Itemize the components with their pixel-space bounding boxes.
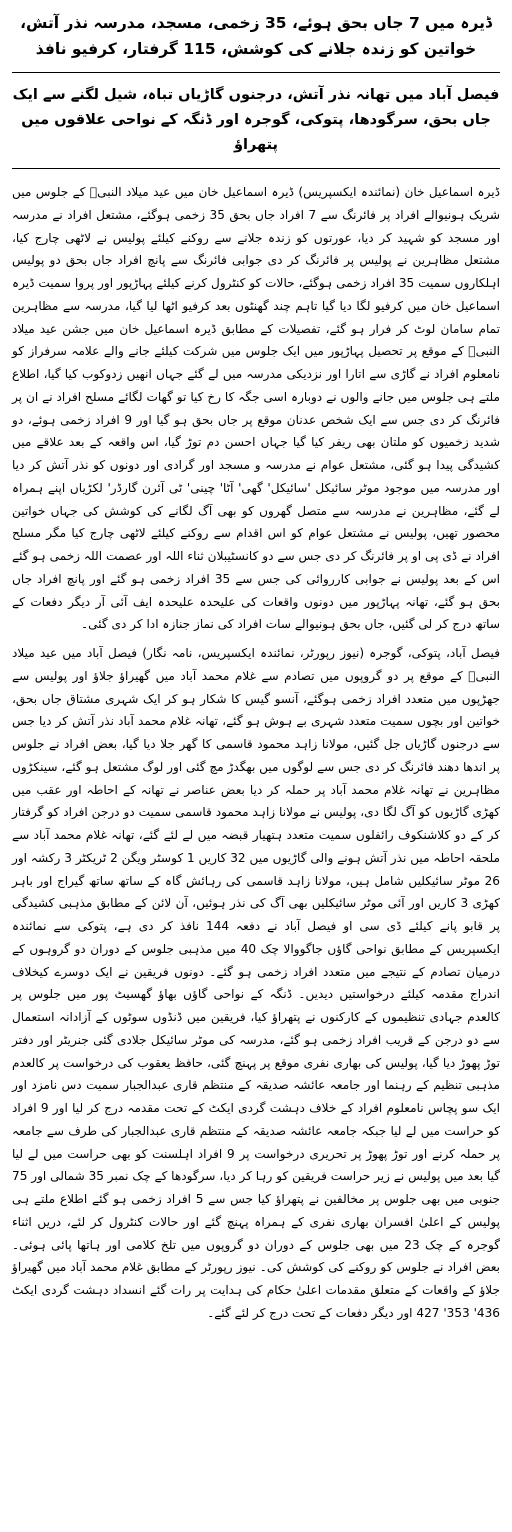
headline-divider-top xyxy=(12,72,500,73)
article-paragraph-dera-ismail-khan: ڈیرہ اسماعیل خان (نمائندہ ایکسپریس) ڈیرہ اسماعیل خان میں عید میلاد النبیؐ کے جلوس میں شریک ہونیوالے افراد پر فائرنگ سے 7 افراد جاں بحق 35 زخمی ہوگئے، مشتعل افراد نے مدرسہ اور مسجد کو شہید کر دیا، عورتوں کو زندہ جلانے سے روکنے کیلئے پولیس نے لاٹھی چارج کیا، مشتعل مظاہرین نے پولیس پر فائرنگ کر دی جوابی فائرنگ سے پانچ افراد جاں بحق دو پولیس اہلکاروں سمیت 35 افراد زخمی ہوگئے، حالات کو کنٹرول کرنے کیلئے پہاڑپور اور پروا سمیت ڈیرہ اسماعیل خان میں کرفیو لگا دیا گیا تاہم چند گھنٹوں بعد کرفیو اٹھا لیا گیا، مدرسہ سے مظاہرین تمام سامان لوٹ کر فرار ہو گئے، تفصیلات کے مطابق ڈیرہ اسماعیل خان میں جشن عید میلاد النبیؐ کے موقع پر تحصیل پہاڑپور میں ایک جلوس میں شرکت کیلئے جانے والے علامہ سرفراز کو نامعلوم افراد نے گاڑی سے اتارا اور نزدیکی مدرسہ میں لے گئے جہاں انھیں زدوکوب کیا گیا، اطلاع ملتے ہی جلوس میں جانے والوں نے دوبارہ اسی جگہ کا رخ کیا تو گھات لگائے مسلح افراد نے ان پر فائرنگ کر دی جس سے ایک شخص عدنان موقع پر جاں بحق ہو گیا اور 9 افراد زخمی ہوئے، دو شدید زخمیوں کو ملتان بھی ریفر کیا گیا جہاں احسن دم توڑ گیا، اس واقعہ کے بعد علاقے میں کشیدگی پیدا ہو گئی، مشتعل عوام نے مدرسہ و مسجد اور گرادی اور دونوں کو نذر آتش کر دیا اور مدرسہ میں موجود موٹر سائیکل 'سائیکل' گھی' آٹا' چینی' ٹی آئرن گارڈر' لکڑیاں اپنے ہمراہ لے گئے، مظاہرین نے مدرسہ سے متصل گھروں کو بھی آگ لگانے کی کوشش کی جہاں خواتین محصور تھیں، پولیس نے مشتعل عوام کو اس اقدام سے روکنے کیلئے لاٹھی چارج کیا مگر مسلح افراد نے ڈی پی او پر فائرنگ کر دی جس سے دو کانسٹیبلان ثناء اللہ اور عصمت اللہ زخمی ہو گئے اس کے بعد پولیس نے جوابی کارروائی کی جس سے 35 افراد زخمی ہو گئے اور پانچ افراد جاں بحق ہو گئے، تھانہ پہاڑپور میں دونوں واقعات کی علیحدہ علیحدہ ایف آئی آر دیگر دفعات کے ساتھ درج کر لی گئیں، جاں بحق ہونیوالے سات افراد کی نماز جنازہ ادا کر دی گئی۔ xyxy=(12,185,501,632)
article-paragraph-faisalabad: فیصل آباد، پتوکی، گوجرہ (نیوز رپورٹر، نمائندہ ایکسپریس، نامہ نگار) فیصل آباد میں عید میلاد النبیؐ کے موقع پر دو گروپوں میں تصادم سے غلام محمد آباد میں گھیراؤ جلاؤ اور پولیس سے جھڑپوں میں متعدد افراد زخمی ہوگئے، آنسو گیس کا شکار ہو کر ایک شہری مشتاق جاں بحق، خواتین اور بچوں سمیت متعدد شہری بے ہوش ہو گئے، تھانہ غلام محمد آباد نذر آتش کر دیا جس سے درجنوں گاڑیاں جل گئیں، مولانا زاہد محمود قاسمی کا گھر جلا دیا گیا، بعض افراد نے جلوس پر اندھا دھند فائرنگ کر دی جس سے لوگوں میں بھگدڑ مچ گئی اور لوگ مشتعل ہو گئے، سینکڑوں مظاہرین نے تھانہ غلام محمد آباد پر حملہ کر دیا بعض عناصر نے تھانہ کے احاطہ اور عقب میں کھڑی گاڑیوں کو آگ لگا دی، پولیس نے مولانا زاہد محمود قاسمی سمیت دو درجن افراد کو گرفتار کر کے دو کلاشنکوف رائفلوں سمیت متعدد ہتھیار قبضہ میں لے لئے گئے، تھانہ غلام محمد آباد سے ملحقہ احاطہ میں نذر آتش ہونے والی گاڑیوں میں 32 کاریں 1 کوسٹر ویگن 2 ٹریکٹر 3 رکشہ اور 26 موٹر سائیکلیں شامل ہیں، مولانا زاہد قاسمی کی رہائش گاہ کے ساتھ ساتھ گیراج اور باہر کھڑی 3 کاریں اور آئی موٹر سائیکلیں بھی آگ کی نذر ہوئیں، آن لائن کے مطابق مذہبی کشیدگی پر قابو پانے کیلئے ڈی سی او فیصل آباد نے دفعہ 144 نافذ کر دی ہے، پتوکی سے نمائندہ ایکسپریس کے مطابق نواحی گاؤں جاگووالا چک 40 میں مذہبی جلوس کے دوران دو گروہوں کے درمیان تصادم کے نتیجے میں متعدد افراد زخمی ہو گئے۔ دونوں فریقین نے ایک دوسرے کیخلاف اندراج مقدمہ کیلئے درخواستیں دیدیں۔ ڈنگہ کے نواحی گاؤں بھاؤ گھسیٹ پور میں جلوس پر کالعدم جہادی تنظیموں کے کارکنوں نے پتھراؤ کیا، فریقین میں ڈنڈوں سوٹوں کے آزادانہ استعمال سے دو درجن کے قریب افراد زخمی ہو گئے، مدرسہ کی موٹر سائیکل جلادی گئی جنریٹر اور دفتر توڑ پھوڑ دیا گیا، پولیس کی بھاری نفری موقع پر پہنچ گئی، حافظ یعقوب کی درخواست پر کالعدم مذہبی تنظیم کے رہنما اور جامعہ عائشہ صدیقہ کے منتظم قاری عبدالجبار سمیت دس نامزد اور ایک سو پچاس نامعلوم افراد کے خلاف دہشت گردی ایکٹ کے تحت مقدمہ درج کر لیا اور 9 افراد کو حراست میں لے لیا جبکہ جامعہ عائشہ صدیقہ کے منتظم قاری عبدالجبار کی طرف سے جامعہ پر حملہ کرنے اور توڑ پھوڑ پر تحریری درخواست پر 9 افراد اہلسنت کو بھی حراست میں لے لیا گیا بعد میں پولیس نے زیر حراست فریقین کو رہا کر دیا، سرگودھا کے چک نمبر 35 شمالی اور 75 جنوبی میں بھی جلوس پر مخالفین نے پتھراؤ کیا جس سے 5 افراد زخمی ہو گئے اطلاع ملتے ہی پولیس کے اعلیٰ افسران بھاری نفری کے ہمراہ پہنچ گئے اور حالات کنٹرول کر لئے، دریں اثناء گوجرہ کے چک 23 میں بھی جلوس کے دوران دو گروپوں میں تلخ کلامی اور ہاتھا پائی ہوئی۔ بعض افراد نے جلوس کو روکنے کی کوشش کی۔ نیوز رپورٹر کے مطابق غلام محمد آباد میں گھیراؤ جلاؤ کے واقعات کے متعلق مقدمات اعلیٰ حکام کی ہدایت پر رات گئے انسداد دہشت گردی ایکٹ 436' 353' 427 اور دیگر دفعات کے تحت درج کر لئے گئے۔ xyxy=(12,646,501,1320)
article-headline: ڈیرہ میں 7 جاں بحق ہوئے، 35 زخمی، مسجد، مدرسہ نذر آتش، خواتین کو زندہ جلانے کی کوشش، 115 گرفتار، کرفیو نافذ xyxy=(20,14,492,58)
headline-divider-bottom xyxy=(12,168,500,169)
article-subheadline: فیصل آباد میں تھانہ نذر آتش، درجنوں گاڑیاں تباہ، شیل لگنے سے ایک جاں بحق، سرگودھا، پتوکی، گوجرہ اور ڈنگہ کے نواحی علاقوں میں پتھراؤ xyxy=(12,87,500,153)
